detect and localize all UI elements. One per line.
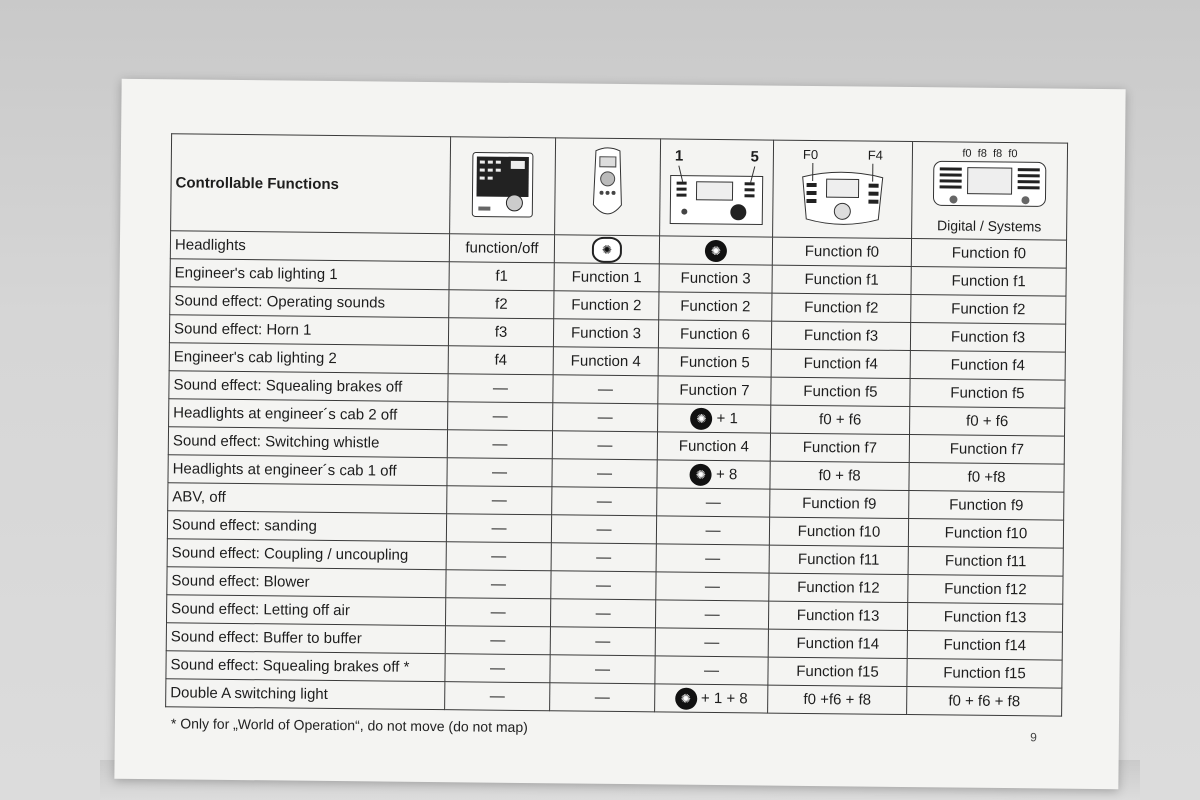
cell-col4: Function f0 (772, 237, 911, 266)
cell-col1: — (446, 542, 551, 571)
cell-col5: Function f11 (908, 547, 1063, 577)
cell-col5: Function f7 (909, 435, 1064, 465)
cell-col2: — (551, 571, 656, 600)
cell-col2: Function 4 (553, 347, 658, 376)
cell-col4: f0 + f6 (771, 405, 910, 434)
mobile-station-icon (773, 140, 913, 238)
cell-col2: Function 1 (554, 263, 659, 292)
function-name: Sound effect: Blower (167, 567, 446, 598)
cell-col2: Function 3 (553, 319, 658, 348)
cell-col2: — (552, 431, 657, 460)
cell-col1: — (448, 374, 553, 403)
table-title: Controllable Functions (171, 134, 451, 234)
function-name: Sound effect: Switching whistle (168, 427, 447, 458)
function-name: Engineer's cab lighting 1 (170, 259, 449, 290)
cell-col5: Function f13 (907, 603, 1062, 633)
cell-col1: f3 (448, 318, 553, 347)
cell-col2: Function 2 (554, 291, 659, 320)
digital-systems-icon (912, 142, 1068, 241)
cell-col2: — (551, 515, 656, 544)
cell-col4: Function f13 (768, 601, 907, 630)
function-name: Sound effect: Letting off air (166, 595, 445, 626)
cell-col2: — (552, 459, 657, 488)
cell-col3 (659, 236, 772, 265)
table-body (166, 231, 1067, 716)
functions-table (165, 133, 1068, 716)
cell-col1: f2 (449, 290, 554, 319)
cell-col5: Function f14 (907, 631, 1062, 661)
cell-col3: Function 6 (658, 320, 771, 349)
cell-col1: — (445, 626, 550, 655)
cell-col2: — (551, 543, 656, 572)
cell-col1: f4 (448, 346, 553, 375)
cell-col5: Function f0 (911, 239, 1066, 269)
function-name: Sound effect: Operating sounds (170, 287, 449, 318)
cell-col4: Function f4 (771, 349, 910, 378)
cell-col1: function/off (449, 234, 554, 263)
cell-col1: — (446, 514, 551, 543)
cell-col1: — (446, 570, 551, 599)
light-symbol-icon: ✺ (675, 687, 697, 709)
cell-col5: Function f9 (909, 491, 1064, 521)
function-name: Sound effect: Buffer to buffer (166, 623, 445, 654)
digital-systems-caption: Digital / Systems (936, 217, 1042, 235)
cell-col3: ✺ + 8 (657, 460, 770, 489)
cell-col1: — (447, 458, 552, 487)
cell-col1: — (447, 430, 552, 459)
cell-col5: Function f10 (908, 519, 1063, 549)
cell-col3: — (655, 600, 768, 629)
header-row (171, 134, 1068, 240)
function-name: Headlights at engineer´s cab 1 off (168, 455, 447, 486)
manual-page (114, 79, 1125, 789)
cell-col3: Function 2 (659, 292, 772, 321)
function-name: Sound effect: Horn 1 (169, 315, 448, 346)
label-f4: F4 (867, 147, 884, 163)
cell-col4: Function f14 (768, 629, 907, 658)
cell-col2: — (552, 487, 657, 516)
control-unit-icon (660, 139, 774, 237)
cell-col3: — (655, 628, 768, 657)
cell-col1: — (448, 402, 553, 431)
cell-col1: — (445, 598, 550, 627)
cell-col4: f0 +f6 + f8 (768, 685, 907, 714)
cell-col1: — (445, 654, 550, 683)
light-symbol-icon: ✺ (690, 463, 712, 485)
cell-col5: Function f2 (911, 295, 1066, 325)
cell-col5: Function f1 (911, 267, 1066, 297)
function-name: Headlights (170, 231, 449, 262)
cell-col2: — (550, 599, 655, 628)
cell-col3: ✺ + 1 + 8 (655, 684, 768, 713)
function-name: ABV, off (168, 483, 447, 514)
cell-col3: ✺ + 1 (658, 404, 771, 433)
digital-top-labels: f0 f8 f8 f0 (962, 147, 1018, 161)
function-name: Sound effect: Coupling / uncoupling (167, 539, 446, 570)
cell-col5: f0 + f6 (910, 407, 1065, 437)
cell-col2: — (550, 627, 655, 656)
cell-col5: Function f5 (910, 379, 1065, 409)
light-symbol-icon: ✺ (690, 407, 712, 429)
cell-col4: Function f12 (769, 573, 908, 602)
cell-col2: — (550, 683, 655, 712)
light-symbol-icon: ✺ (592, 236, 622, 262)
function-name: Headlights at engineer´s cab 2 off (169, 399, 448, 430)
cell-col4: Function f10 (769, 517, 908, 546)
cell-col3: — (656, 516, 769, 545)
light-symbol-icon: ✺ (705, 239, 727, 261)
function-name: Sound effect: sanding (167, 511, 446, 542)
cell-col4: f0 + f8 (770, 461, 909, 490)
cell-col3: — (657, 488, 770, 517)
cell-col3: — (656, 544, 769, 573)
handheld-controller-icon (555, 138, 661, 236)
cell-col3: Function 4 (657, 432, 770, 461)
cell-col4: Function f7 (770, 433, 909, 462)
function-name: Engineer's cab lighting 2 (169, 343, 448, 374)
cell-col3: Function 3 (659, 264, 772, 293)
cell-col3: Function 5 (658, 348, 771, 377)
cell-col5: Function f3 (910, 323, 1065, 353)
cell-col4: Function f15 (768, 657, 907, 686)
cell-col5: Function f12 (908, 575, 1063, 605)
cell-col3: Function 7 (658, 376, 771, 405)
cell-col2 (554, 235, 659, 264)
cell-col4: Function f3 (771, 321, 910, 350)
function-name: Sound effect: Squealing brakes off (169, 371, 448, 402)
cell-col4: Function f1 (772, 265, 911, 294)
page-number: 9 (1030, 730, 1037, 745)
cell-col1: f1 (449, 262, 554, 291)
cell-col5: f0 + f6 + f8 (907, 687, 1062, 717)
cell-col4: Function f11 (769, 545, 908, 574)
cell-col4: Function f5 (771, 377, 910, 406)
label-5: 5 (750, 148, 759, 166)
function-name: Sound effect: Squealing brakes off * (166, 651, 445, 682)
label-f0: F0 (802, 146, 819, 163)
cell-col4: Function f2 (772, 293, 911, 322)
central-station-icon (450, 137, 556, 235)
cell-col2: — (553, 403, 658, 432)
cell-col5: Function f4 (910, 351, 1065, 381)
cell-col3: — (656, 572, 769, 601)
cell-col2: — (550, 655, 655, 684)
cell-col5: Function f15 (907, 659, 1062, 689)
cell-col3: — (655, 656, 768, 685)
cell-col1: — (447, 486, 552, 515)
footnote: * Only for „World of Operation“, do not move (do not map) (170, 715, 528, 736)
cell-col5: f0 +f8 (909, 463, 1064, 493)
label-1: 1 (674, 147, 684, 165)
cell-col4: Function f9 (770, 489, 909, 518)
cell-col1: — (445, 682, 550, 711)
function-name: Double A switching light (166, 679, 445, 710)
cell-col2: — (553, 375, 658, 404)
